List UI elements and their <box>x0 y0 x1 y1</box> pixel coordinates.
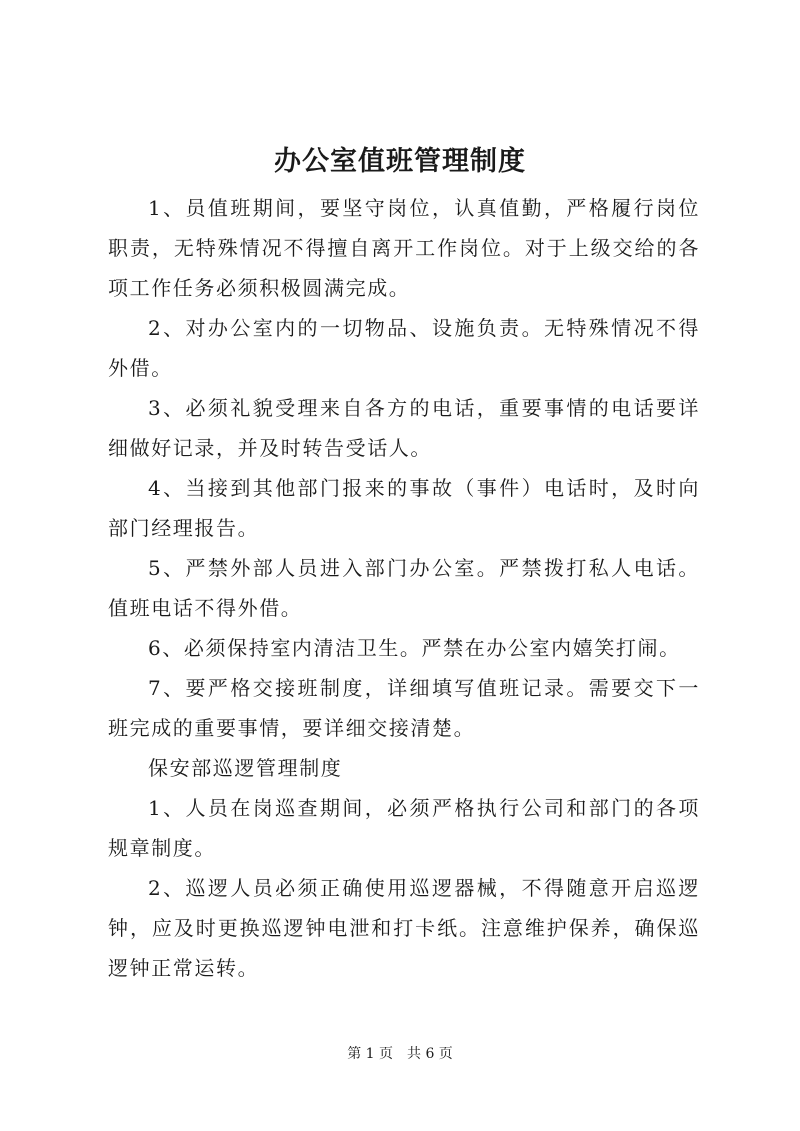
section-heading: 保安部巡逻管理制度 <box>148 756 343 780</box>
paragraph-1: 1、员值班期间，要坚守岗位，认真值勤，严格履行岗位职责，无特殊情况不得擅自离开工作岗位。对于上级交给的各项工作任务必须积极圆满完成。 <box>108 196 700 300</box>
paragraph-9: 2、巡逻人员必须正确使用巡逻器械，不得随意开启巡逻钟，应及时更换巡逻钟电泄和打卡纸。注意维护保养，确保巡逻钟正常运转。 <box>108 876 700 980</box>
paragraph-4: 4、当接到其他部门报来的事故（事件）电话时，及时向部门经理报告。 <box>108 476 700 540</box>
paragraph-8: 1、人员在岗巡查期间，必须严格执行公司和部门的各项规章制度。 <box>108 796 700 860</box>
paragraph-2: 2、对办公室内的一切物品、设施负责。无特殊情况不得外借。 <box>108 316 700 380</box>
paragraph-6: 6、必须保持室内清洁卫生。严禁在办公室内嬉笑打闹。 <box>148 636 681 660</box>
page-footer <box>0 1044 800 1064</box>
paragraph-3: 3、必须礼貌受理来自各方的电话，重要事情的电话要详细做好记录，并及时转告受话人。 <box>108 396 700 460</box>
paragraph-5: 5、严禁外部人员进入部门办公室。严禁拨打私人电话。值班电话不得外借。 <box>108 556 700 620</box>
page-number: 第 1 页 <box>347 1046 393 1062</box>
document-body <box>108 188 700 988</box>
page-total: 共 6 页 <box>407 1046 453 1062</box>
document-title: 办公室值班管理制度 <box>274 146 526 177</box>
paragraph-7: 7、要严格交接班制度，详细填写值班记录。需要交下一班完成的重要事情，要详细交接清楚。 <box>108 676 700 740</box>
